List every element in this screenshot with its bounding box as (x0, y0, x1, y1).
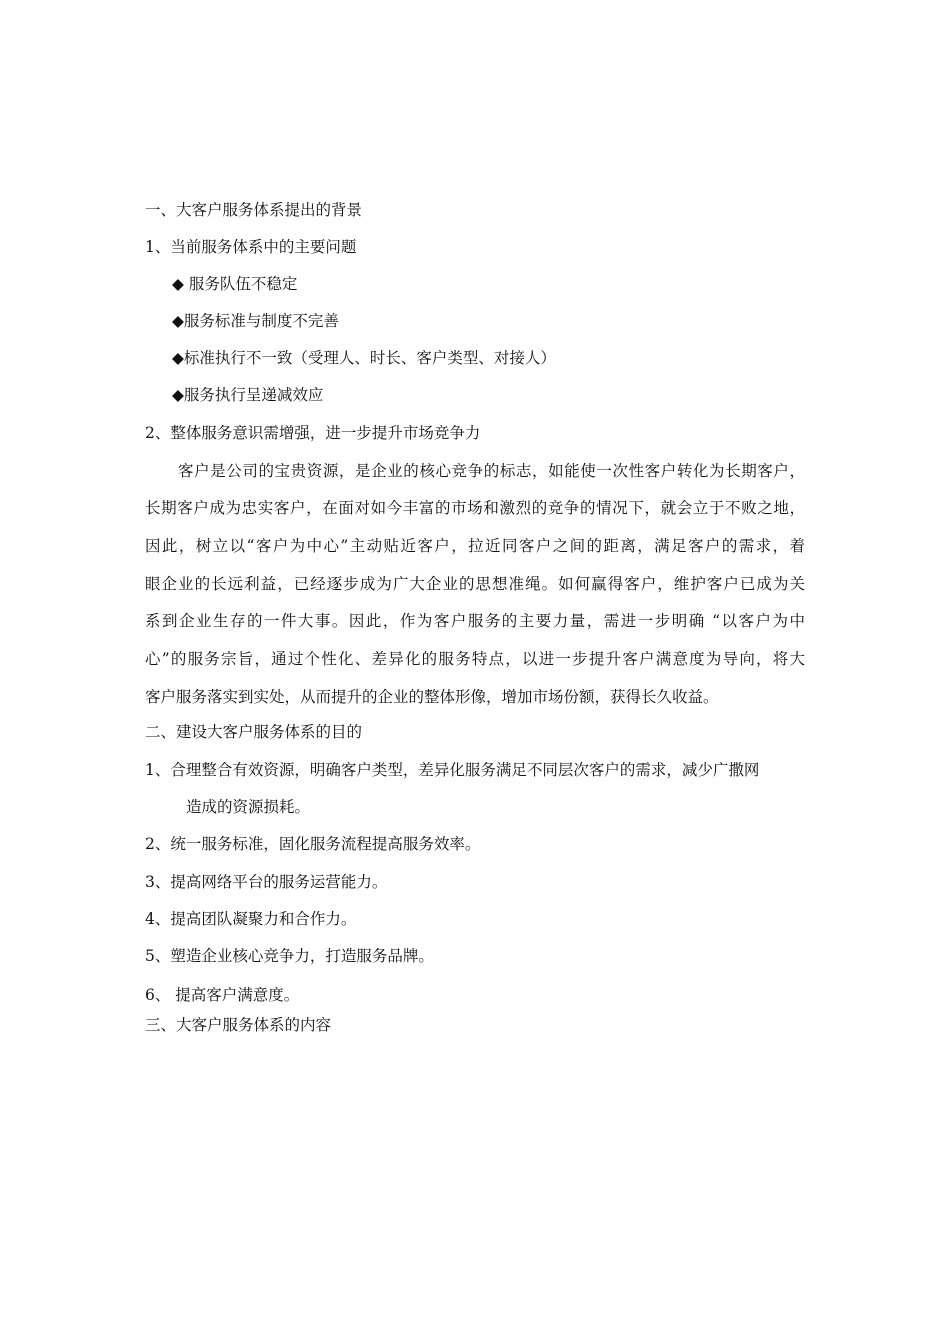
list-item-continuation: 造成的资源损耗。 (186, 798, 311, 816)
bullet-item: ◆服务标准与制度不完善 (172, 312, 339, 330)
section-1-heading: 一、大客户服务体系提出的背景 (145, 201, 363, 219)
paragraph-line: 系到企业生存的一件大事。因此，作为客户服务的主要力量，需进一步明确 “以客户为中 (145, 612, 805, 630)
list-item: 5、塑造企业核心竞争力，打造服务品牌。 (145, 947, 434, 965)
list-item: 6、 提高客户满意度。 (145, 986, 300, 1004)
list-item: 2、统一服务标准，固化服务流程提高服务效率。 (145, 835, 481, 853)
bullet-item: ◆服务执行呈递减效应 (172, 386, 324, 404)
list-item: 3、提高网络平台的服务运营能力。 (145, 873, 388, 891)
paragraph-line: 因此，树立以“客户为中心”主动贴近客户，拉近同客户之间的距离，满足客户的需求，着 (145, 537, 805, 555)
bullet-item: ◆ 服务队伍不稳定 (172, 275, 298, 293)
list-item: 4、提高团队凝聚力和合作力。 (145, 910, 357, 928)
paragraph-line: 心”的服务宗旨，通过个性化、差异化的服务特点，以进一步提升客户满意度为导向，将大 (145, 650, 805, 668)
bullet-item: ◆标准执行不一致（受理人、时长、客户类型、对接人） (172, 349, 556, 367)
subheading-2: 2、整体服务意识需增强，进一步提升市场竞争力 (145, 424, 481, 442)
subheading-1: 1、当前服务体系中的主要问题 (145, 238, 357, 256)
paragraph-line: 眼企业的长远利益，已经逐步成为广大企业的思想准绳。如何赢得客户，维护客户已成为关 (145, 575, 805, 593)
paragraph-line: 客户是公司的宝贵资源，是企业的核心竞争的标志，如能使一次性客户转化为长期客户， (178, 462, 805, 480)
paragraph-line: 客户服务落实到实处，从而提升的企业的整体形像，增加市场份额，获得长久收益。 (145, 688, 719, 706)
list-item: 1、合理整合有效资源，明确客户类型，差异化服务满足不同层次客户的需求，减少广撒网 (145, 761, 760, 779)
section-2-heading: 二、建设大客户服务体系的目的 (145, 723, 363, 741)
paragraph-line: 长期客户成为忠实客户，在面对如今丰富的市场和激烈的竞争的情况下，就会立于不败之地， (145, 499, 805, 517)
section-3-heading: 三、大客户服务体系的内容 (145, 1016, 332, 1034)
